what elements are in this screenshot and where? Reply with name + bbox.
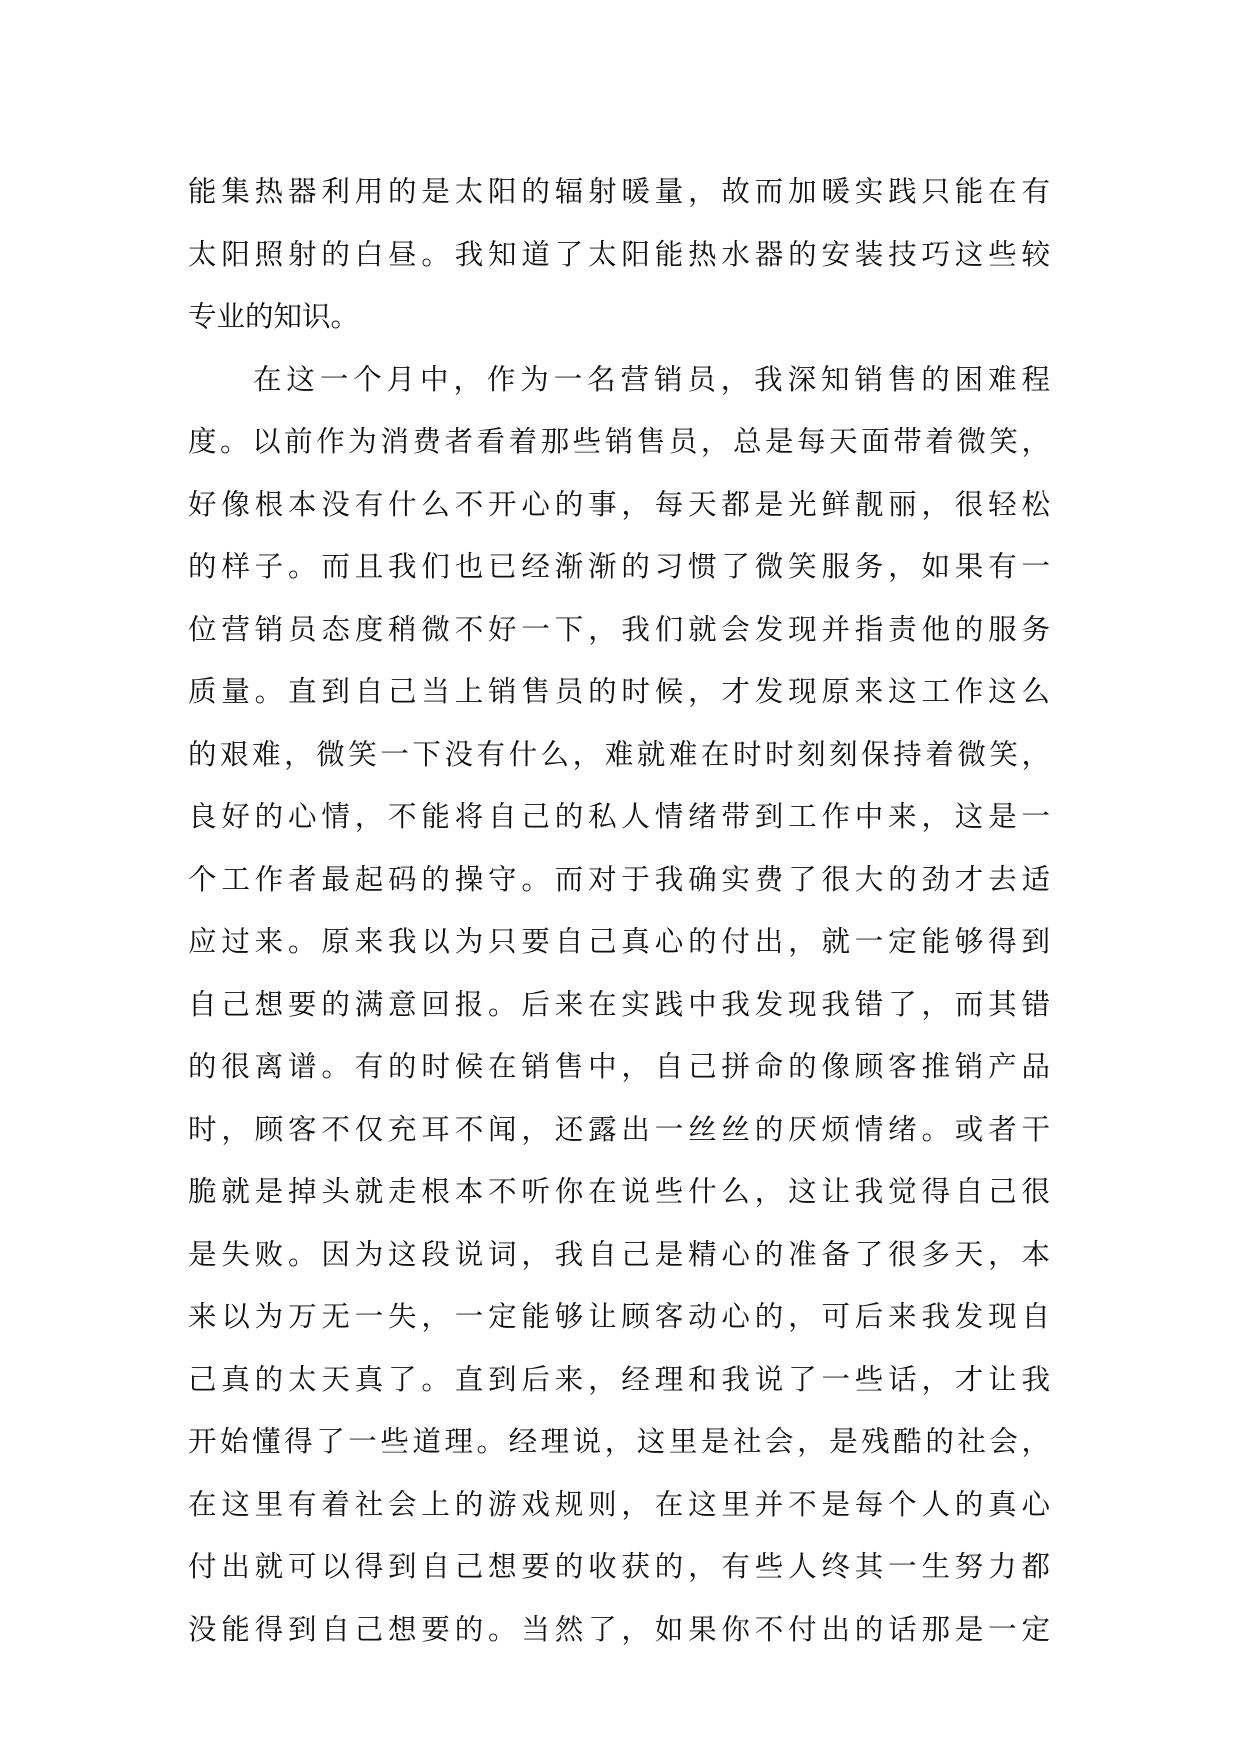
text-line: 好像根本没有什么不开心的事，每天都是光鲜靓丽，很轻松 (188, 487, 1050, 521)
text-line: 位营销员态度稍微不好一下，我们就会发现并指责他的服务 (188, 612, 1050, 646)
text-line: 太阳照射的白昼。我知道了太阳能热水器的安装技巧这些较 (188, 237, 1050, 271)
text-line: 质量。直到自己当上销售员的时候，才发现原来这工作这么 (188, 675, 1050, 708)
text-line: 的样子。而且我们也已经渐渐的习惯了微笑服务，如果有一 (188, 550, 1050, 583)
text-line: 开始懂得了一些道理。经理说，这里是社会，是残酷的社会， (188, 1425, 1050, 1458)
text-line: 在这里有着社会上的游戏规则，在这里并不是每个人的真心 (188, 1487, 1050, 1521)
text-line: 付出就可以得到自己想要的收获的，有些人终其一生努力都 (188, 1550, 1050, 1583)
paragraph-first-line: 在这一个月中，作为一名营销员，我深知销售的困难程 (253, 362, 1050, 396)
text-line: 是失败。因为这段说词，我自己是精心的准备了很多天，本 (188, 1237, 1050, 1271)
text-line: 能集热器利用的是太阳的辐射暖量，故而加暖实践只能在有 (188, 175, 1050, 208)
text-line: 时，顾客不仅充耳不闻，还露出一丝丝的厌烦情绪。或者干 (188, 1112, 1050, 1146)
text-line: 没能得到自己想要的。当然了，如果你不付出的话那是一定 (188, 1612, 1050, 1646)
text-line: 的很离谱。有的时候在销售中，自己拼命的像顾客推销产品 (188, 1050, 1050, 1083)
text-line: 的艰难，微笑一下没有什么，难就难在时时刻刻保持着微笑， (188, 737, 1050, 771)
body-text (188, 161, 1050, 1661)
text-line: 个工作者最起码的操守。而对于我确实费了很大的劲才去适 (188, 862, 1050, 896)
text-line: 己真的太天真了。直到后来，经理和我说了一些话，才让我 (188, 1362, 1050, 1396)
text-line: 专业的知识。 (188, 300, 360, 333)
text-line: 度。以前作为消费者看着那些销售员，总是每天面带着微笑， (188, 425, 1050, 458)
text-line: 脆就是掉头就走根本不听你在说些什么，这让我觉得自己很 (188, 1175, 1050, 1208)
text-line: 应过来。原来我以为只要自己真心的付出，就一定能够得到 (188, 925, 1050, 958)
text-line: 来以为万无一失，一定能够让顾客动心的，可后来我发现自 (188, 1300, 1050, 1333)
text-line: 自己想要的满意回报。后来在实践中我发现我错了，而其错 (188, 987, 1050, 1021)
text-line: 良好的心情，不能将自己的私人情绪带到工作中来，这是一 (188, 800, 1050, 833)
